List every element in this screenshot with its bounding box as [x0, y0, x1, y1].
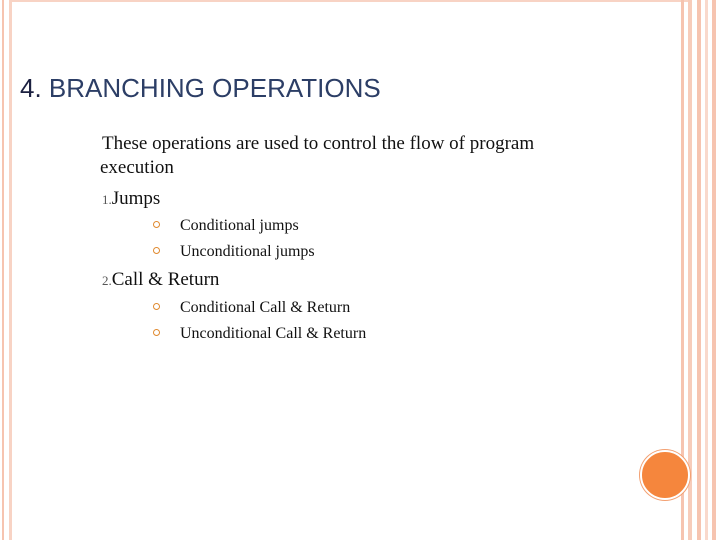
- slide-border-top: [9, 0, 689, 2]
- section-number: 1.: [102, 192, 112, 207]
- list-item: [153, 243, 315, 261]
- list-item: [153, 217, 299, 235]
- slide-border-left-outer: [9, 0, 12, 540]
- slide-border-left-inner: [2, 0, 4, 540]
- intro-paragraph: [102, 132, 602, 180]
- list-item-label: Unconditional jumps: [180, 243, 315, 260]
- intro-line: execution: [100, 157, 174, 178]
- circle-bullet-icon: [153, 247, 160, 254]
- list-item: [153, 325, 366, 343]
- list-item: [153, 299, 350, 317]
- circle-bullet-icon: [153, 221, 160, 228]
- circle-bullet-icon: [153, 329, 160, 336]
- right-stripe: [705, 0, 708, 540]
- section-heading-label: Jumps: [111, 188, 161, 209]
- intro-line: These operations are used to control the flow of program: [102, 133, 535, 154]
- section-number: 2.: [102, 273, 112, 288]
- section-heading-call-return: [102, 269, 219, 291]
- right-stripe: [697, 0, 701, 540]
- title-number: 4.: [20, 73, 42, 103]
- list-item-label: Unconditional Call & Return: [180, 325, 367, 342]
- section-heading-label: Call & Return: [111, 269, 220, 290]
- right-stripe: [712, 0, 716, 540]
- section-heading-jumps: [102, 188, 160, 210]
- circle-bullet-icon: [153, 303, 160, 310]
- right-stripe: [688, 0, 692, 540]
- list-item-label: Conditional Call & Return: [180, 299, 351, 316]
- orange-circle-decoration: [640, 450, 690, 500]
- slide-title: [20, 74, 381, 103]
- title-text: BRANCHING OPERATIONS: [48, 73, 381, 103]
- list-item-label: Conditional jumps: [180, 217, 299, 234]
